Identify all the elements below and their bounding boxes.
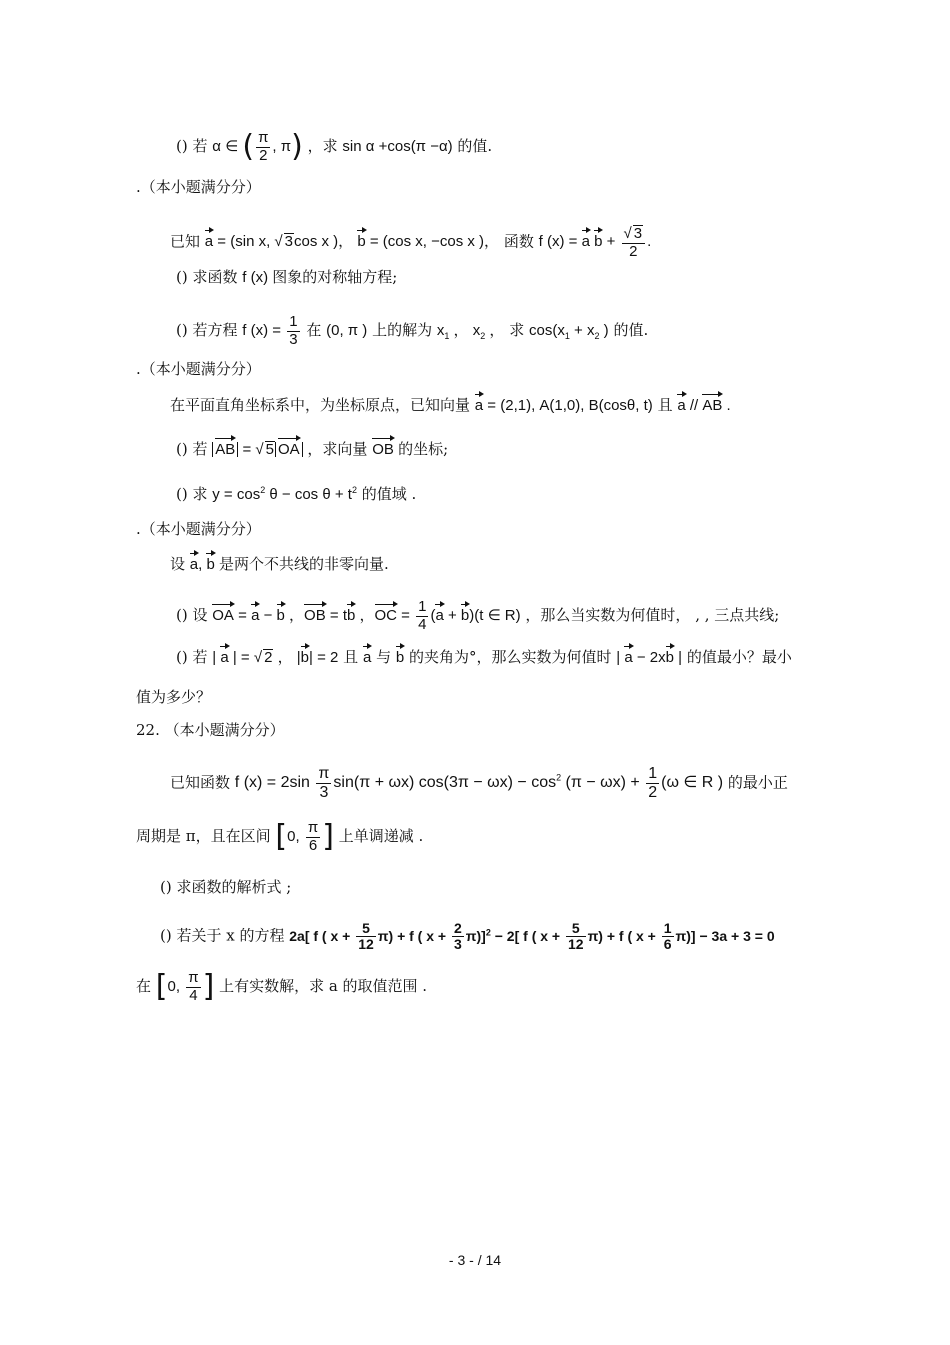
q19-intro: 在平面直角坐标系中，为坐标原点，已知向量 a = (2,1), A(1,0), B(cosθ, t) 且 a // AB .: [170, 396, 731, 414]
math-expression: sin α +cos(π −α): [342, 137, 453, 155]
q17-part2-label: () 若: [176, 136, 208, 155]
q22-line5: 在 [0, $\frac{\pi}{4}$ ] 上有实数解，求 a 的取值范围 .: [136, 969, 428, 1004]
q22-intro: 已知函数 f (x) = 2sin $\frac{\pi}{3}$ sin(π + ωx) $\cos(3\pi - \omega x) - \cos^2 (\pi - \omega x)$ + $\frac{1}{2}$ (ω ∈ R ) 的最小正: [170, 765, 788, 801]
q19-part1: () 若 AB = √ 5 OA ，求向量 OB 的坐标;: [176, 440, 449, 458]
q18-intro: 已知 a = (sin x, √ 3cos x )， b = (cos x, −cos x )， 函数 f (x) = a b + $\frac{√ 3}{2}$ .: [170, 225, 652, 260]
math-expression: f (x) = a b + $\frac{√ 3}{2}$ .: [538, 225, 652, 260]
q20-part2: () 若 | a | = √ 2 ， |b| = 2 且 a 与 b 的夹角为°，那么实数为何值时 | a − 2xb | 的值最小？最小: [176, 648, 792, 666]
q20-intro: 设 a, b 是两个不共线的非零向量.: [170, 555, 389, 573]
page-number: - 3 - / 14: [448, 1252, 502, 1268]
math-expression: α ∈ ( $\frac{\pi}{2}$ , π): [212, 129, 303, 164]
q20-part2-continued: 值为多少？: [136, 688, 212, 706]
q20-header: .（本小题满分分）: [136, 520, 261, 538]
q18-part2: () 若方程 f (x) = $\frac{1}{3}$ 在 (0, π ) 上的解为 $x_1$ ， $x_2$ ， 求 $\cos(x_1 + x_2$ ) 的值.: [176, 313, 649, 348]
q19-part2: () 求 $y = \cos^2 \theta - \cos \theta + t^2$ 的值域 .: [176, 485, 417, 503]
q22-part2: () 若关于 x 的方程 2a[ f ( x + $\frac{5}{12}$ π) + f ( x + $\frac{2}{3}$ π)]$^2$ − 2[ f ( x + $\frac{5}{12}$ π) + f ( x + $\frac{1}{6}$ π)] − 3a + 3 = 0: [160, 920, 775, 953]
equation: 2a[ f ( x + $\frac{5}{12}$ π) + f ( x + $\frac{2}{3}$ π)]$^2$ − 2[ f ( x + $\frac{5}{12}$ π) + f ( x + $\frac{1}{6}$ π)] − 3a + 3 = 0: [289, 920, 775, 953]
q17-part2-tail: ，求: [307, 136, 338, 155]
math-expression: a = (sin x, √ 3cos x )， b = (cos x, −cos x )，: [204, 233, 500, 251]
q20-part1: () 设 OA = a − b ，OB = tb ，OC = $\frac{1}{4}$ (a + b)(t ∈ R) ，那么当实数为何值时， , , 三点共线;: [176, 598, 780, 633]
q22-line2: 周期是 π，且在区间 [0, $\frac{\pi}{6}$ ] 上单调递减 .: [136, 819, 424, 854]
q18-part1: () 求函数 f (x) 图象的对称轴方程;: [176, 268, 398, 286]
q22-part1: () 求函数的解析式 ;: [160, 878, 292, 896]
q18-header: .（本小题满分分）: [136, 178, 261, 196]
q22-header: 22. （本小题满分分）: [136, 721, 285, 739]
q19-header: .（本小题满分分）: [136, 360, 261, 378]
q17-part2: () 若 α ∈ ( $\frac{\pi}{2}$ , π) ，求 sin α +cos(π −α) 的值.: [176, 129, 493, 164]
